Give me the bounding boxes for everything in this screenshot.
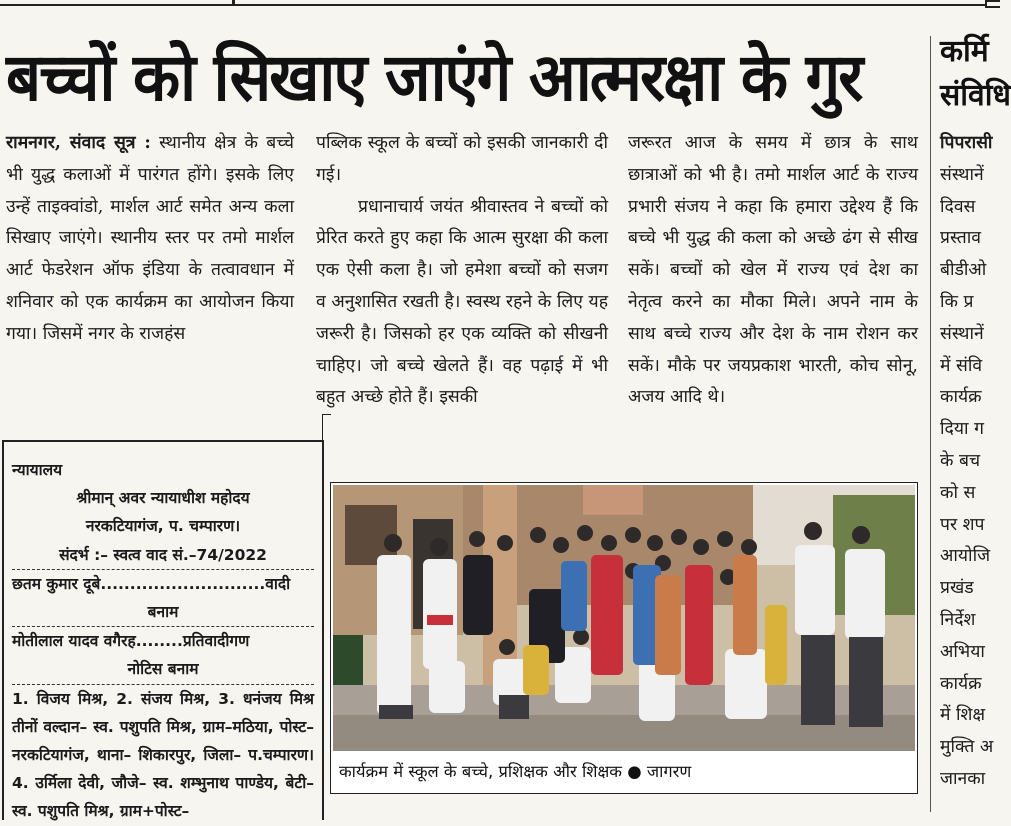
article-column-3: [628, 128, 918, 414]
notice-court-line: श्रीमान् अवर न्यायाधीश महोदय: [76, 489, 250, 508]
photo-credit: ● जागरण: [627, 762, 692, 781]
side-column-line: प्रस्ताव: [940, 228, 982, 249]
article-text: प्रधानाचार्य जयंत श्रीवास्तव ने बच्चों को प्रेरित करते हुए कहा कि आत्म सुरक्षा की कला एक ऐसी कला है। जो हमेशा बच्चों को सजग व अनुशासित रखती है। स्वस्थ रहने के लिए यह जरूरी है। जिसको हर एक व्यक्ति को सीखनी चाहिए। जो बच्चे खेलते हैं। वह पढ़ाई में भी बहुत अच्छे होते हैं। इसकी: [316, 196, 608, 408]
side-column-line: प्रखंड: [940, 578, 974, 599]
notice-versus: बनाम: [147, 603, 179, 622]
article-column-1: [6, 128, 294, 351]
headline: बच्चों को सिखाए जाएंगे आत्मरक्षा के गुर: [6, 39, 862, 116]
caption-text: कार्यक्रम में स्कूल के बच्चे, प्रशिक्षक और शिक्षक: [339, 762, 622, 781]
side-column-line: पर शप: [940, 514, 985, 535]
article-text: जरूरत आज के समय में छात्र के साथ छात्राओं को भी है। तमो मार्शल आर्ट के राज्य प्रभारी संजय ने कहा कि हमारा उद्देश्य हैं कि बच्चे भी युद्ध की कला को अच्छे ढंग से सीख सकें। बच्चों को खेल में राज्य एवं देश का नेतृत्व करने का मौका मिले। अपने नाम के साथ बच्चे राज्य और देश के नाम रोशन कर सकें। मौके पर जयप्रकाश भारती, कोच सोनू, अजय आदि थे।: [628, 133, 918, 408]
top-rule: [0, 0, 1000, 6]
side-column-line: कार्यक्र: [940, 387, 982, 408]
notice-heading: न्यायालय: [12, 461, 63, 479]
side-column-line: आयोजि: [940, 546, 991, 567]
side-column-line: कार्यक्र: [940, 673, 982, 694]
notice-case-ref: संदर्भ :– स्वत्व वाद सं.–74/2022: [59, 545, 267, 564]
side-column-line: दिवस: [940, 196, 976, 217]
side-column-line: में संवि: [940, 355, 983, 376]
side-headline-line: कर्मि: [940, 34, 989, 69]
column-divider: [930, 36, 931, 812]
legal-notice-box: [2, 440, 324, 820]
article-text: पब्लिक स्कूल के बच्चों को इसकी जानकारी दी गई।: [316, 133, 608, 185]
article-column-2: [316, 128, 608, 414]
side-headline-line: संविधि: [940, 78, 1011, 113]
side-column-line: संस्थानें: [940, 323, 984, 344]
side-column-line: को स: [940, 482, 976, 503]
news-photo-frame: [330, 482, 918, 794]
side-headline: [940, 30, 1010, 118]
side-column-line: पिपरासी: [940, 133, 993, 153]
article-text: स्थानीय क्षेत्र के बच्चे भी युद्ध कलाओं में पारंगत होंगे। इसके लिए उन्हें ताइक्वांडो, मार्शल आर्ट समेत अन्य कला सिखाए जाएंगे। स्थानीय स्तर पर तमो मार्शल आर्ट फेडरेशन ऑफ इंडिया के तत्वावधान में शनिवार को एक कार्यक्रम का आयोजन किया गया। जिसमें नगर के राजहंस: [6, 133, 294, 344]
side-column-line: संस्थानें: [940, 164, 984, 185]
side-column-line: के बच: [940, 450, 981, 471]
side-column-line: में शिक्ष: [940, 705, 986, 726]
side-column-line: दिया ग: [940, 419, 984, 440]
group-photo: [333, 485, 915, 751]
notice-plaintiff: छतम कुमार दूबे............................वादी: [12, 569, 314, 598]
notice-defendants: मोतीलाल यादव वगैरह........प्रतिवादीगण: [12, 626, 314, 655]
side-column-line: जानका: [940, 768, 986, 789]
side-column-line: कि प्र: [940, 291, 974, 312]
notice-court-line: नरकटियागंज, प. चम्पारण।: [85, 517, 241, 536]
side-column-line: अभिया: [940, 641, 985, 662]
side-column-line: मुक्ति अ: [940, 737, 994, 758]
notice-title: नोटिस बनाम: [127, 660, 199, 679]
side-column-line: बीडीओ: [940, 260, 987, 281]
side-column: [940, 128, 1002, 796]
notice-box-corner: [322, 414, 331, 443]
notice-body: 1. विजय मिश्र, 2. संजय मिश्र, 3. धनंजय मिश्र तीनों वल्दान– स्व. पशुपति मिश्र, ग्राम–मठिया, पोस्ट– नरकटियागंज, थाना– शिकारपुर, जिला– प.चम्पारण।4. उर्मिला देवी, जौजे– स्व. शम्भुनाथ पाण्डेय, बेटी– स्व. पशुपति मिश्र, ग्राम+पोस्ट–: [12, 684, 314, 826]
side-column-line: निर्देश: [940, 609, 976, 630]
photo-caption: [339, 755, 691, 789]
dateline: रामनगर, संवाद सूत्र :: [6, 133, 151, 153]
